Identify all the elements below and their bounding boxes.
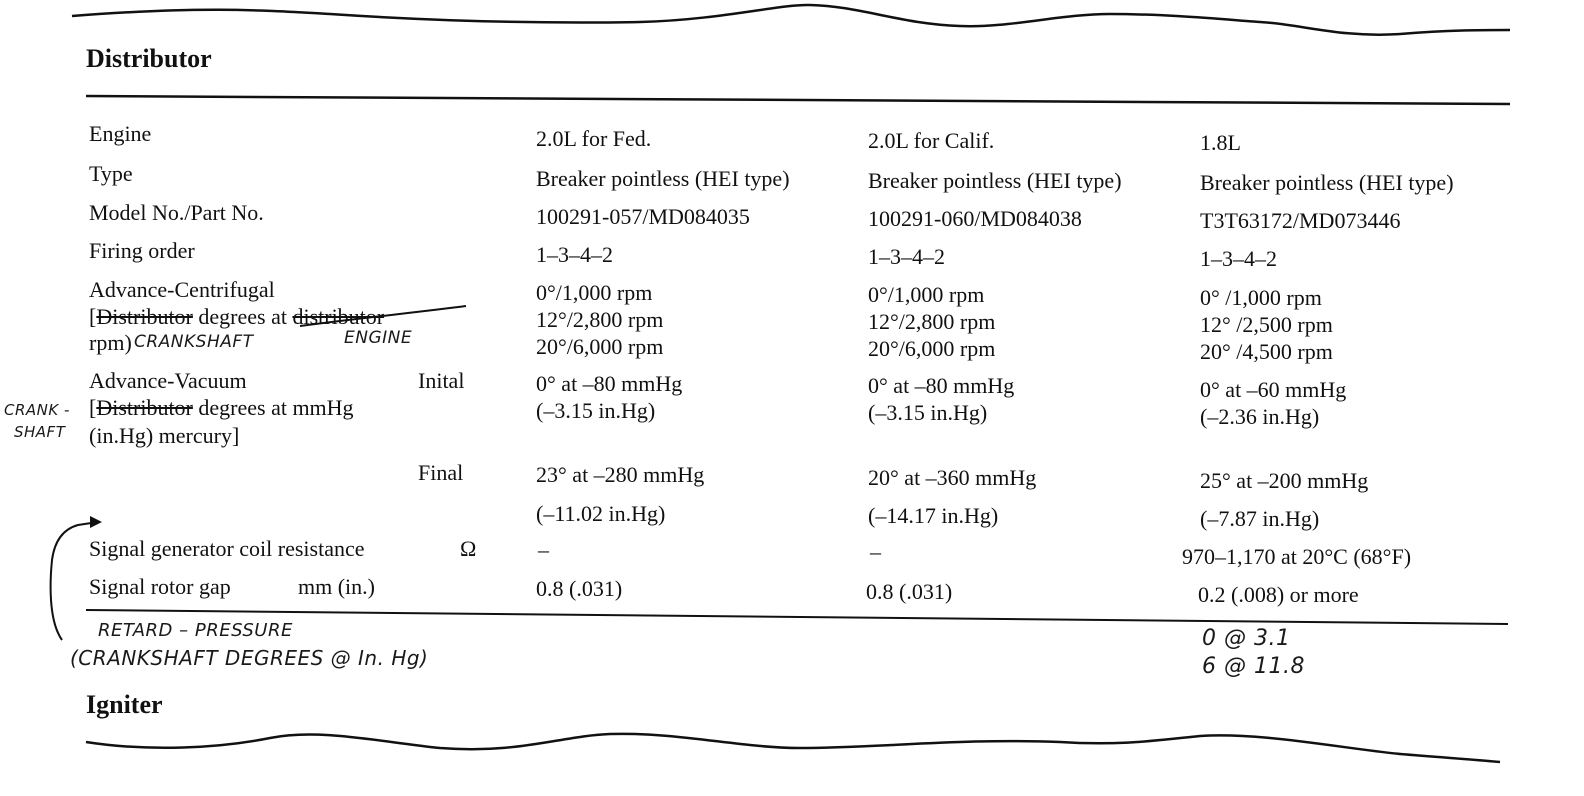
cell-18l: 970–1,170 at 20°C (68°F) [1182,544,1412,569]
handwritten-crank-note: CRANK - [4,401,70,419]
torn-edge-top [72,5,1510,35]
cell-fed: – [538,537,549,562]
cell-18l: Breaker pointless (HEI type) [1200,170,1454,195]
handwritten-retard-units: (CRANKSHAFT DEGREES @ In. Hg) [70,646,429,670]
handwritten-retard-value-1: 0 @ 3.1 [1202,626,1291,651]
row-label: Advance-Vacuum [89,368,247,393]
cell-18l: 0° /1,000 rpm 12° /2,500 rpm 20° /4,500 rpm [1200,285,1333,364]
cell-calif-initial: 0° at –80 mmHg (–3.15 in.Hg) [868,373,1015,425]
cell-calif: 2.0L for Calif. [868,128,995,153]
footer-rule [86,610,1508,624]
row-label: Engine [89,121,152,146]
row-sub-label-2: rpm) [89,330,132,355]
cell-fed-final: 23° at –280 mmHg [536,462,705,487]
cell-fed: Breaker pointless (HEI type) [536,166,790,191]
row-label: Advance-Centrifugal [89,277,275,302]
cell-18l-initial: 0° at –60 mmHg (–2.36 in.Hg) [1200,377,1347,429]
row-label: Signal generator coil resistance [89,536,365,561]
cell-calif: 100291-060/MD084038 [868,206,1082,231]
cell-fed: 2.0L for Fed. [536,126,652,151]
cell-calif: 0.8 (.031) [866,579,953,604]
cell-fed-initial: 0° at –80 mmHg (–3.15 in.Hg) [536,371,683,423]
cell-fed: 1–3–4–2 [536,242,613,267]
row-unit: mm (in.) [298,574,375,599]
cell-18l: 0.2 (.008) or more [1198,582,1359,607]
row-sub-label: [Distributor degrees at mmHg [89,395,354,420]
cell-calif: Breaker pointless (HEI type) [868,168,1122,193]
handwritten-shaft-note: SHAFT [14,423,66,441]
cell-fed: 0°/1,000 rpm 12°/2,800 rpm 20°/6,000 rpm [536,280,664,359]
cell-18l-final: 25° at –200 mmHg [1200,468,1369,493]
cell-18l: T3T63172/MD073446 [1200,208,1401,233]
cell-18l: 1.8L [1200,130,1241,155]
cell-fed-final-inhg: (–11.02 in.Hg) [536,501,666,526]
cell-calif: 0°/1,000 rpm 12°/2,800 rpm 20°/6,000 rpm [868,282,996,361]
torn-edge-bottom [86,734,1500,762]
handwritten-retard-value-2: 6 @ 11.8 [1202,654,1305,679]
cell-calif-final: 20° at –360 mmHg [868,465,1037,490]
handwritten-arrow-head [90,516,102,528]
cell-fed: 100291-057/MD084035 [536,204,750,229]
initial-label: Inital [418,368,465,393]
row-label: Model No./Part No. [89,200,264,225]
header-rule [86,96,1510,104]
row-label: Signal rotor gap [89,574,231,599]
row-unit: Ω [460,536,477,561]
section-title: Distributor [86,44,212,73]
handwritten-engine-note: ENGINE [344,328,413,348]
cell-fed: 0.8 (.031) [536,576,623,601]
row-label: Type [89,161,133,186]
cell-18l: 1–3–4–2 [1200,246,1277,271]
cell-calif: – [870,539,881,564]
row-sub-label: [Distributor degrees at distributor [89,304,385,329]
final-label: Final [418,460,464,485]
row-label: Firing order [89,238,195,263]
next-section-title: Igniter [86,690,163,719]
row-sub-label-2: (in.Hg) mercury] [89,423,240,448]
cell-calif: 1–3–4–2 [868,244,945,269]
handwritten-crankshaft-note: CRANKSHAFT [134,332,254,352]
cell-calif-final-inhg: (–14.17 in.Hg) [868,503,999,528]
cell-18l-final-inhg: (–7.87 in.Hg) [1200,506,1320,531]
handwritten-retard-note: RETARD – PRESSURE [98,620,293,641]
